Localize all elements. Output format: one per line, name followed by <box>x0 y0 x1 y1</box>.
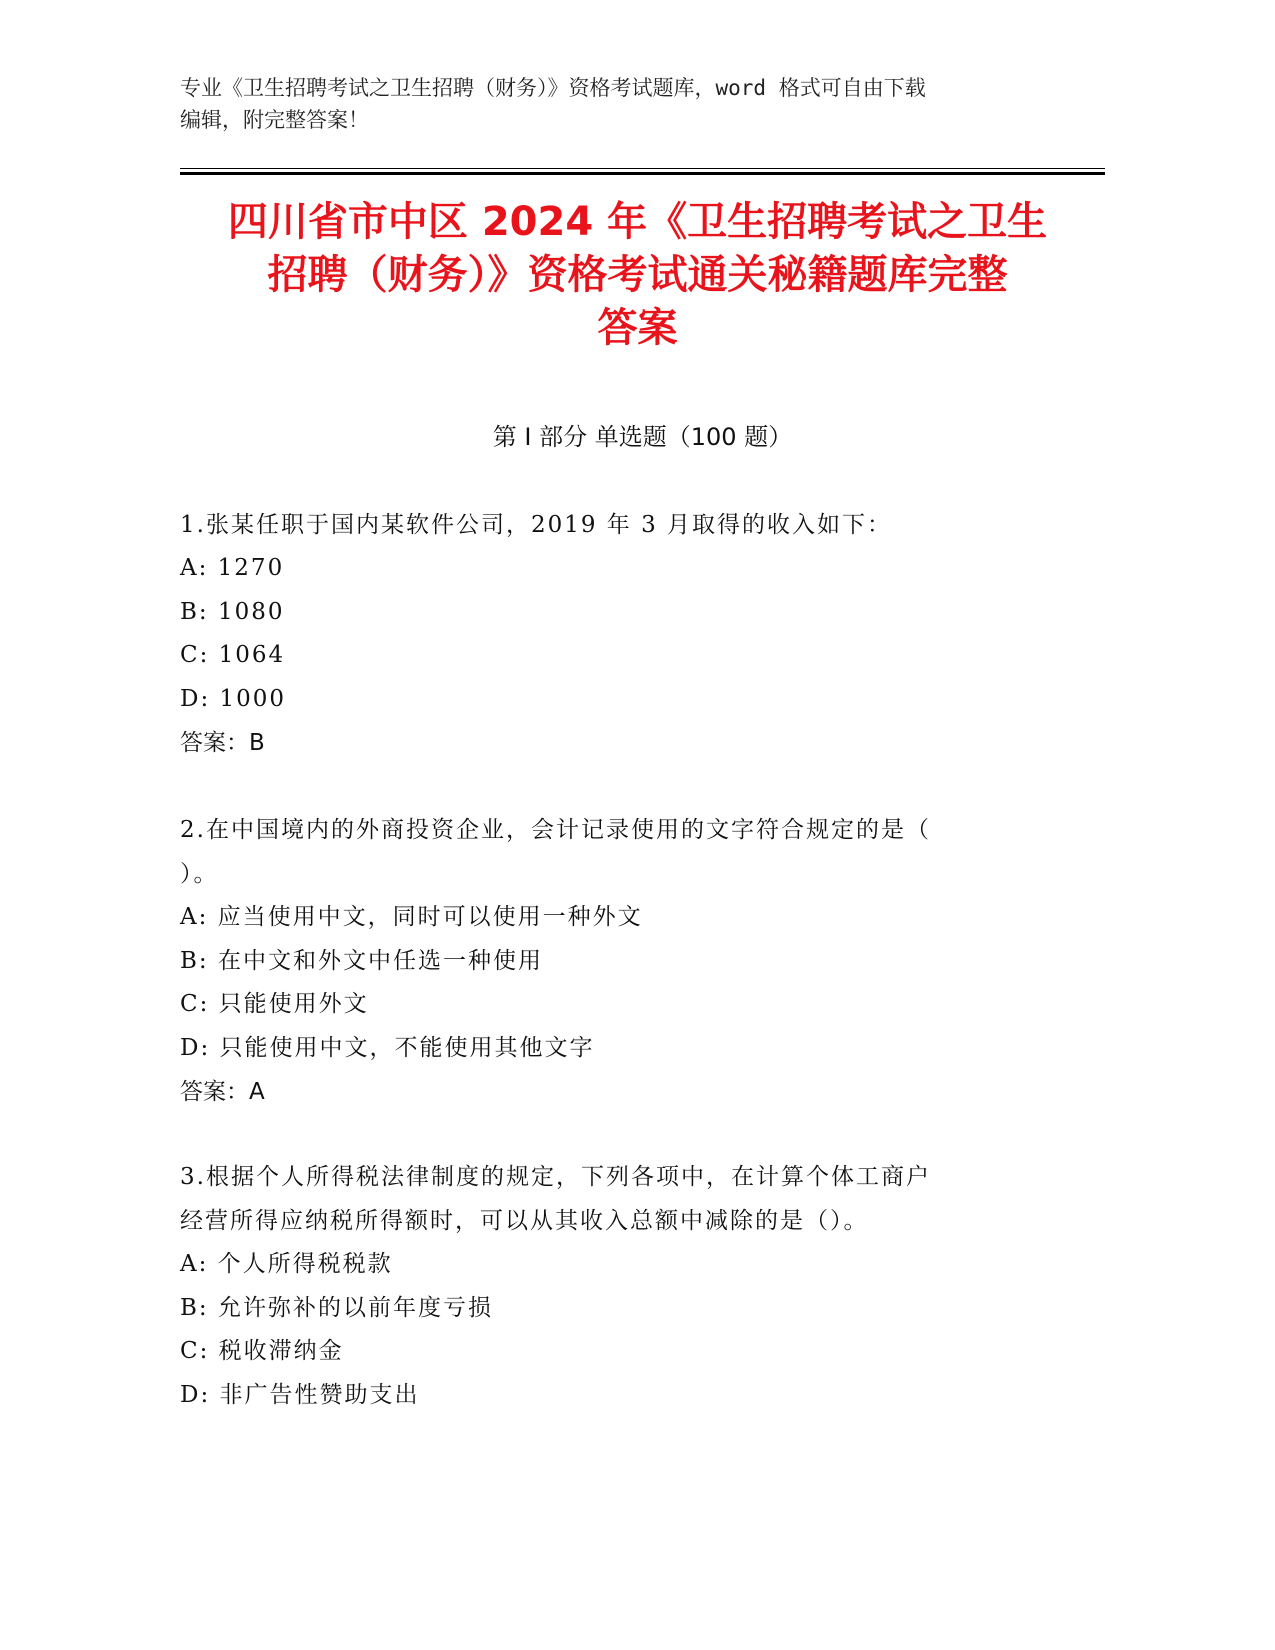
option-b: B: 在中文和外文中任选一种使用 <box>180 947 543 974</box>
option-c: C: 1064 <box>180 642 286 668</box>
option-c: C: 税收滞纳金 <box>180 1338 344 1364</box>
question-stem-line-1: 3.根据个人所得税法律制度的规定，下列各项中，在计算个体工商户 <box>180 1164 931 1190</box>
header-rule-thick <box>180 172 1105 175</box>
option-a: A: 1270 <box>180 555 285 581</box>
option-a: A: 应当使用中文，同时可以使用一种外文 <box>180 904 643 930</box>
option-d: D: 1000 <box>180 685 287 712</box>
header-note-line-1: 专业《卫生招聘考试之卫生招聘（财务）》资格考试题库，word 格式可自由下载 <box>180 76 926 100</box>
option-a: A: 个人所得税税款 <box>180 1251 393 1277</box>
answer: 答案：B <box>180 730 265 756</box>
question-stem-line-2: 经营所得应纳税所得额时，可以从其收入总额中减除的是（）。 <box>180 1208 869 1234</box>
question-3 <box>180 1155 1060 1417</box>
title-line-1: 四川省市中区 2024 年《卫生招聘考试之卫生 <box>227 199 1048 245</box>
document-title <box>170 196 1105 355</box>
option-b: B: 允许弥补的以前年度亏损 <box>180 1294 493 1321</box>
question-1 <box>180 503 1060 765</box>
title-line-3: 答案 <box>597 305 678 351</box>
option-d: D: 非广告性赞助支出 <box>180 1381 420 1408</box>
question-stem-line-1: 2.在中国境内的外商投资企业，会计记录使用的文字符合规定的是（ <box>180 817 931 843</box>
header-rule-thin <box>180 168 1105 169</box>
header-note <box>180 72 1060 136</box>
question-stem-line-2: ）。 <box>180 861 219 887</box>
section-heading: 第 I 部分 单选题（100 题） <box>492 423 793 451</box>
option-c: C: 只能使用外文 <box>180 991 369 1017</box>
answer: 答案：A <box>180 1079 265 1105</box>
option-b: B: 1080 <box>180 598 285 625</box>
title-line-2: 招聘（财务）》资格考试通关秘籍题库完整 <box>267 252 1008 298</box>
question-2 <box>180 808 1060 1114</box>
question-stem: 1.张某任职于国内某软件公司，2019 年 3 月取得的收入如下： <box>180 512 893 538</box>
option-d: D: 只能使用中文，不能使用其他文字 <box>180 1034 595 1061</box>
header-note-line-2: 编辑，附完整答案！ <box>180 108 369 132</box>
